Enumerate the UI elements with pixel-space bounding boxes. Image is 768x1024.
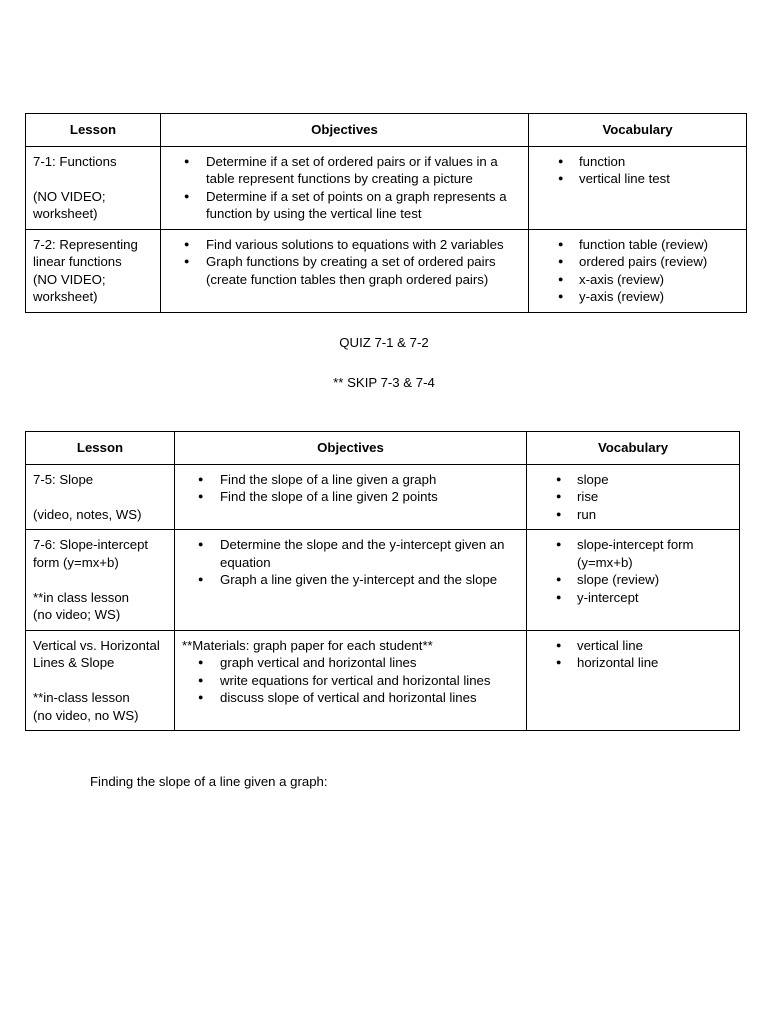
lesson-text: 7-6: Slope-intercept: [33, 537, 149, 552]
objectives-list: [182, 536, 519, 589]
vocabulary-cell: [527, 530, 740, 631]
vocabulary-item: ● function table (review): [536, 236, 739, 254]
table-row: [26, 229, 747, 312]
objectives-list: [182, 654, 519, 707]
lesson-cell: [26, 146, 161, 229]
vocabulary-list: [534, 471, 732, 524]
objectives-list: [168, 153, 521, 223]
lesson-text: [33, 170, 153, 188]
vocabulary-item: ● vertical line: [534, 637, 732, 655]
objective-item: ● graph vertical and horizontal lines: [182, 654, 519, 672]
header-objectives: Objectives: [161, 114, 529, 147]
table2-body: [26, 464, 740, 731]
objective-item: ● Find various solutions to equations with 2 variables: [168, 236, 521, 254]
lesson-text: **in class lesson: [33, 589, 130, 605]
table1-body: [26, 146, 747, 312]
objective-item: ● Determine if a set of points on a graph represents a function by using the vertical line test: [168, 188, 521, 223]
objective-item: ● Determine if a set of ordered pairs or if values in a table represent functions by creating a picture: [168, 153, 521, 188]
lesson-text: (NO VIDEO;: [33, 271, 106, 287]
vocabulary-item: ● y-axis (review): [536, 288, 739, 306]
lesson-text: 7-5: Slope: [33, 471, 94, 487]
objective-item: ● Determine the slope and the y-intercept given an equation: [182, 536, 519, 571]
lesson-text: **in-class lesson: [33, 690, 130, 705]
objective-item: ● Find the slope of a line given a graph: [182, 471, 519, 489]
lesson-text: worksheet): [33, 289, 98, 304]
objective-item: ● write equations for vertical and horizontal lines: [182, 672, 519, 690]
skip-note: ** SKIP 7-3 & 7-4: [333, 375, 435, 390]
objectives-cell: [161, 229, 529, 312]
objectives-cell: [175, 630, 527, 731]
lesson-text: Lines & Slope: [33, 655, 115, 670]
objectives-cell: [175, 464, 527, 530]
lesson-text: form (y=mx+b): [33, 554, 119, 570]
lesson-text: linear functions: [33, 254, 122, 269]
vocabulary-item: ● run: [534, 506, 732, 524]
lesson-text: 7-2: Representing: [33, 236, 138, 252]
vocabulary-cell: [529, 229, 747, 312]
header-objectives: Objectives: [175, 432, 527, 465]
lesson-cell: [26, 229, 161, 312]
vocabulary-item: ● slope: [534, 471, 732, 489]
table-row: [26, 146, 747, 229]
objectives-list: [182, 471, 519, 506]
lesson-text: 7-1: Functions: [33, 153, 117, 169]
vocabulary-item: ● horizontal line: [534, 654, 732, 672]
vocabulary-item: ● function: [536, 153, 739, 171]
objectives-list: [168, 236, 521, 289]
section-heading: Finding the slope of a line given a graph:: [90, 774, 328, 789]
lesson-text: (NO VIDEO;: [33, 188, 106, 204]
lesson-text: (video, notes, WS): [33, 506, 142, 522]
vocabulary-item: ● ordered pairs (review): [536, 253, 739, 271]
lesson-table-1: [25, 113, 747, 313]
vocabulary-item: ● vertical line test: [536, 170, 739, 188]
objective-item: ● Find the slope of a line given 2 points: [182, 488, 519, 506]
lesson-text: [33, 571, 167, 589]
lesson-text: (no video, no WS): [33, 707, 139, 723]
vocabulary-list: [536, 236, 739, 306]
objectives-cell: [175, 530, 527, 631]
vocabulary-list: [534, 536, 732, 606]
lesson-text: worksheet): [33, 206, 98, 221]
vocabulary-list: [536, 153, 739, 188]
lesson-text: Vertical vs. Horizontal: [33, 637, 160, 653]
vocabulary-list: [534, 637, 732, 672]
lesson-cell: [26, 464, 175, 530]
vocabulary-item: ● slope-intercept form (y=mx+b): [534, 536, 732, 571]
header-vocabulary: Vocabulary: [529, 114, 747, 147]
objectives-cell: [161, 146, 529, 229]
objective-item: ● Graph functions by creating a set of ordered pairs (create function tables then graph ordered pairs): [168, 253, 521, 288]
table-header-row: [26, 114, 747, 147]
table-row: [26, 630, 740, 731]
header-lesson: Lesson: [26, 114, 161, 147]
lesson-cell: [26, 530, 175, 631]
vocabulary-item: ● y-intercept: [534, 589, 732, 607]
vocabulary-cell: [527, 464, 740, 530]
header-lesson: Lesson: [26, 432, 175, 465]
vocabulary-cell: [527, 630, 740, 731]
lesson-text: (no video; WS): [33, 607, 121, 622]
vocabulary-item: ● slope (review): [534, 571, 732, 589]
objective-item: ● discuss slope of vertical and horizontal lines: [182, 689, 519, 707]
vocabulary-item: ● x-axis (review): [536, 271, 739, 289]
lesson-text: [33, 672, 167, 690]
header-vocabulary: Vocabulary: [527, 432, 740, 465]
table-row: [26, 530, 740, 631]
objective-item: ● Graph a line given the y-intercept and the slope: [182, 571, 519, 589]
vocabulary-cell: [529, 146, 747, 229]
table-row: [26, 464, 740, 530]
lesson-cell: [26, 630, 175, 731]
lesson-text: [33, 488, 167, 506]
table-header-row: [26, 432, 740, 465]
materials-note: **Materials: graph paper for each student**: [182, 637, 433, 653]
lesson-table-2: [25, 431, 740, 731]
quiz-note: QUIZ 7-1 & 7-2: [339, 335, 429, 350]
vocabulary-item: ● rise: [534, 488, 732, 506]
